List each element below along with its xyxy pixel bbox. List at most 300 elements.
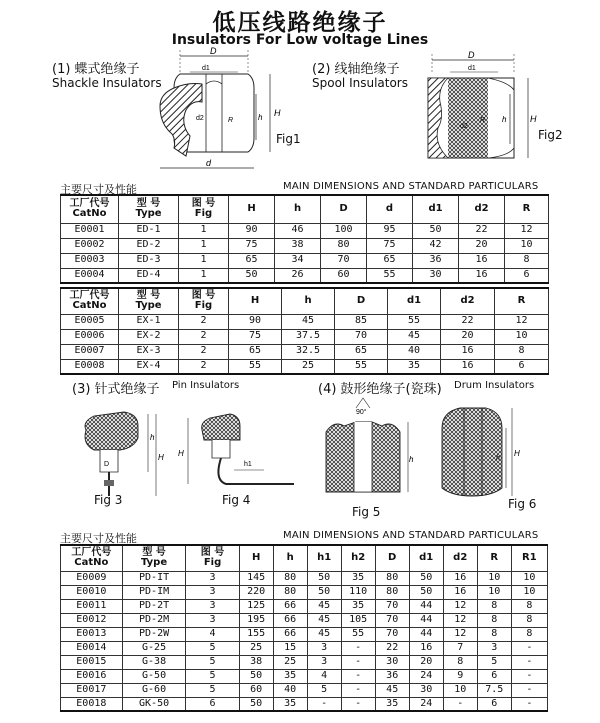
fig4-caption: Fig 4 (222, 493, 251, 507)
column-header: 图 号 Fig (179, 288, 229, 314)
column-header: h1 (307, 545, 341, 571)
table-cell: 1 (179, 238, 229, 253)
column-header: D (335, 288, 388, 314)
column-header: 型 号 Type (119, 288, 179, 314)
table-cell: 20 (441, 329, 495, 344)
table-cell: 30 (375, 655, 409, 669)
table-cell: - (341, 669, 375, 683)
table-cell: 110 (341, 585, 375, 599)
table-cell: 3 (186, 571, 239, 585)
table-cell: 12 (505, 223, 549, 238)
table-cell: 8 (505, 253, 549, 268)
table-cell: E0012 (61, 613, 123, 627)
table-cell: 80 (375, 571, 409, 585)
shackle-heading-cn: (1) 蝶式绝缘子 (52, 62, 140, 77)
table-cell: 8 (477, 613, 511, 627)
table-cell: 8 (511, 627, 547, 641)
table-cell: E0008 (61, 359, 119, 374)
column-header: h (275, 195, 321, 223)
table1-heading-en: MAIN DIMENSIONS AND STANDARD PARTICULARS (283, 181, 539, 192)
table-cell: 65 (335, 344, 388, 359)
table-cell: 60 (321, 268, 367, 283)
table-cell: G-25 (122, 641, 186, 655)
column-header: 图 号 Fig (186, 545, 239, 571)
svg-text:D: D (104, 461, 110, 468)
column-header: h (273, 545, 307, 571)
table-cell: - (307, 697, 341, 711)
table-cell: 220 (239, 585, 273, 599)
table-cell: 38 (239, 655, 273, 669)
table-cell: 45 (307, 627, 341, 641)
table-cell: 8 (511, 613, 547, 627)
table-cell: 10 (511, 571, 547, 585)
table-cell: 125 (239, 599, 273, 613)
table-cell: 35 (388, 359, 441, 374)
table-cell: 50 (239, 697, 273, 711)
table-cell: 32.5 (282, 344, 335, 359)
dim-d2-label: d2 (196, 115, 204, 122)
fig1-caption: Fig1 (276, 132, 301, 146)
table-cell: 22 (375, 641, 409, 655)
table-row (61, 238, 549, 253)
column-header: h (282, 288, 335, 314)
table-cell: - (341, 697, 375, 711)
column-header: 型 号 Type (119, 195, 179, 223)
table-cell: 80 (375, 585, 409, 599)
table-row (61, 359, 549, 374)
table-cell: 5 (186, 655, 239, 669)
table-cell: 12 (443, 599, 477, 613)
table-cell: 6 (186, 697, 239, 711)
spool-H-label: H (530, 114, 537, 124)
table-cell: ED-4 (119, 268, 179, 283)
table-cell: 45 (375, 683, 409, 697)
column-header: 图 号 Fig (179, 195, 229, 223)
spool-d1-label: d1 (468, 65, 476, 72)
fig2-caption: Fig2 (538, 128, 563, 142)
column-header: D (321, 195, 367, 223)
fig6-caption: Fig 6 (508, 497, 537, 511)
table-cell: 70 (335, 329, 388, 344)
column-header: d1 (409, 545, 443, 571)
table-row (61, 571, 548, 585)
spool-heading-cn: (2) 线轴绝缘子 (312, 62, 400, 77)
table-cell: 80 (321, 238, 367, 253)
table-cell: 44 (409, 627, 443, 641)
table-cell: 35 (375, 697, 409, 711)
table-cell: 55 (341, 627, 375, 641)
table-cell: 80 (273, 571, 307, 585)
column-header: d (367, 195, 413, 223)
column-header: 工厂代号 CatNo (61, 195, 119, 223)
page-title-cn: 低压线路绝缘子 (212, 10, 388, 36)
table-cell: 70 (375, 627, 409, 641)
table-row (61, 683, 548, 697)
table-cell: 7.5 (477, 683, 511, 697)
table-cell: EX-1 (119, 314, 179, 329)
table-cell: 60 (239, 683, 273, 697)
table-cell: 85 (335, 314, 388, 329)
table-cell: 70 (321, 253, 367, 268)
table-cell: 3 (477, 641, 511, 655)
table-cell: 105 (341, 613, 375, 627)
table-cell: 12 (443, 613, 477, 627)
table-row (61, 329, 549, 344)
table-cell: 15 (273, 641, 307, 655)
column-header: H (229, 288, 282, 314)
table-cell: ED-1 (119, 223, 179, 238)
drum-insulator-drawing (316, 392, 416, 512)
table-cell: 16 (443, 571, 477, 585)
svg-text:h1: h1 (244, 461, 252, 468)
table-cell: PD-2W (122, 627, 186, 641)
table-cell: - (511, 697, 547, 711)
table-cell: ED-3 (119, 253, 179, 268)
dim-d1-label: d1 (202, 65, 210, 72)
table-cell: E0017 (61, 683, 123, 697)
column-header: R (477, 545, 511, 571)
table1-body (61, 195, 549, 283)
table-cell: - (341, 683, 375, 697)
table-row (61, 314, 549, 329)
table-cell: 16 (443, 585, 477, 599)
table-cell: E0001 (61, 223, 119, 238)
table-cell: 66 (273, 613, 307, 627)
spool-spec-table (60, 287, 549, 375)
table-cell: E0016 (61, 669, 123, 683)
table-cell: 3 (186, 585, 239, 599)
table-cell: 30 (413, 268, 459, 283)
column-header: h2 (341, 545, 375, 571)
table-cell: 26 (275, 268, 321, 283)
table-cell: 50 (409, 585, 443, 599)
table-cell: E0015 (61, 655, 123, 669)
column-header: D (375, 545, 409, 571)
table-cell: E0011 (61, 599, 123, 613)
table-cell: GK-50 (122, 697, 186, 711)
table-cell: 35 (341, 599, 375, 613)
table-cell: 8 (477, 599, 511, 613)
table-cell: E0010 (61, 585, 123, 599)
table-cell: PD-IT (122, 571, 186, 585)
table-cell: 4 (186, 627, 239, 641)
table-cell: 75 (229, 329, 282, 344)
column-header: d2 (459, 195, 505, 223)
table-cell: 50 (413, 223, 459, 238)
table3-heading-cn: 主要尺寸及性能 (60, 532, 137, 545)
shackle-insulator-drawing (150, 44, 300, 174)
table-row (61, 641, 548, 655)
table-cell: 12 (495, 314, 549, 329)
table2-body (61, 288, 549, 374)
column-header: 工厂代号 CatNo (61, 288, 119, 314)
table-row (61, 599, 548, 613)
table-cell: 70 (375, 599, 409, 613)
table-cell: - (511, 655, 547, 669)
column-header: R (495, 288, 549, 314)
table-cell: 2 (179, 344, 229, 359)
table-cell: 195 (239, 613, 273, 627)
table-cell: EX-3 (119, 344, 179, 359)
table-cell: 3 (186, 613, 239, 627)
table-cell: 3 (186, 599, 239, 613)
table-cell: - (341, 655, 375, 669)
table-cell: 30 (409, 683, 443, 697)
spool-d2-label: d2 (460, 123, 468, 130)
table-row (61, 669, 548, 683)
table-cell: 42 (413, 238, 459, 253)
svg-text:h: h (409, 455, 414, 464)
table-cell: 1 (179, 268, 229, 283)
table-cell: 34 (275, 253, 321, 268)
table-cell: 1 (179, 223, 229, 238)
table-cell: 38 (275, 238, 321, 253)
table-cell: 155 (239, 627, 273, 641)
table-cell: 10 (505, 238, 549, 253)
table-cell: 37.5 (282, 329, 335, 344)
table-cell: 25 (239, 641, 273, 655)
table-row (61, 268, 549, 283)
table-cell: 16 (441, 344, 495, 359)
table-cell: 65 (229, 253, 275, 268)
table-cell: 8 (477, 627, 511, 641)
table-cell: 66 (273, 627, 307, 641)
table-cell: 5 (186, 683, 239, 697)
table-cell: 5 (186, 669, 239, 683)
table-cell: 55 (367, 268, 413, 283)
table-cell: 50 (409, 571, 443, 585)
table-cell: 46 (275, 223, 321, 238)
table-cell: 12 (443, 627, 477, 641)
dim-D-label: D (210, 46, 217, 56)
table-cell: 145 (239, 571, 273, 585)
table-cell: E0005 (61, 314, 119, 329)
shackle-spec-table (60, 194, 549, 284)
table-cell: 8 (495, 344, 549, 359)
table-cell: 24 (409, 697, 443, 711)
svg-text:h: h (150, 433, 155, 442)
table-cell: 35 (273, 669, 307, 683)
pin-insulator-drawing (64, 400, 164, 505)
fig3-caption: Fig 3 (94, 493, 123, 507)
table-cell: 10 (495, 329, 549, 344)
spool-insulator-drawing (418, 48, 543, 173)
shackle-heading-en: Shackle Insulators (52, 76, 162, 90)
table-row (61, 627, 548, 641)
table-cell: E0002 (61, 238, 119, 253)
table-cell: 50 (229, 268, 275, 283)
table-cell: E0014 (61, 641, 123, 655)
table-cell: 24 (409, 669, 443, 683)
table-row (61, 223, 549, 238)
table-cell: 75 (229, 238, 275, 253)
table-cell: 10 (511, 585, 547, 599)
table-cell: - (511, 683, 547, 697)
spool-heading-en: Spool Insulators (312, 76, 408, 90)
table-cell: - (511, 641, 547, 655)
table-cell: 10 (477, 585, 511, 599)
table-cell: 40 (273, 683, 307, 697)
table-cell: 55 (388, 314, 441, 329)
table-cell: PD-IM (122, 585, 186, 599)
table-cell: 90 (229, 314, 282, 329)
column-header: d1 (413, 195, 459, 223)
table-cell: 50 (307, 571, 341, 585)
table-cell: 55 (229, 359, 282, 374)
table-header-row (61, 195, 549, 223)
column-header: R (505, 195, 549, 223)
column-header: 型 号 Type (122, 545, 186, 571)
table-cell: E0007 (61, 344, 119, 359)
table-cell: 7 (443, 641, 477, 655)
table-cell: 80 (273, 585, 307, 599)
table-cell: 20 (409, 655, 443, 669)
table-cell: 16 (459, 268, 505, 283)
table-cell: 22 (441, 314, 495, 329)
pin-heading-cn: (3) 针式绝缘子 (72, 382, 160, 397)
table-cell: G-50 (122, 669, 186, 683)
drum-insulator-fig6-drawing (430, 398, 525, 508)
table-row (61, 613, 548, 627)
table-cell: 6 (477, 697, 511, 711)
table-cell: 65 (367, 253, 413, 268)
table-cell: 4 (307, 669, 341, 683)
table-cell: 16 (441, 359, 495, 374)
table-cell: EX-2 (119, 329, 179, 344)
table-cell: 25 (273, 655, 307, 669)
table-cell: 45 (307, 599, 341, 613)
pin-heading-en: Pin Insulators (172, 380, 240, 391)
table-cell: E0009 (61, 571, 123, 585)
column-header: R1 (511, 545, 547, 571)
table-cell: 55 (335, 359, 388, 374)
spool-D-label: D (468, 50, 475, 60)
table-cell: E0018 (61, 697, 123, 711)
table-cell: PD-2T (122, 599, 186, 613)
table-cell: 35 (273, 697, 307, 711)
table-cell: 22 (459, 223, 505, 238)
table-cell: 3 (307, 641, 341, 655)
table-cell: 44 (409, 599, 443, 613)
svg-text:H: H (158, 453, 164, 462)
table-row (61, 697, 548, 711)
table-cell: 40 (388, 344, 441, 359)
table-cell: 10 (443, 683, 477, 697)
dim-H-label: H (274, 108, 281, 118)
pin-insulator-bent-drawing (174, 400, 304, 505)
table-cell: 8 (443, 655, 477, 669)
table-cell: 16 (459, 253, 505, 268)
table-cell: 25 (282, 359, 335, 374)
pin-drum-spec-table (60, 544, 548, 712)
table-cell: 66 (273, 599, 307, 613)
svg-text:H: H (178, 449, 184, 458)
table-cell: 9 (443, 669, 477, 683)
table-cell: 6 (477, 669, 511, 683)
column-header: d1 (388, 288, 441, 314)
table-cell: 44 (409, 613, 443, 627)
table-cell: 2 (179, 329, 229, 344)
table-cell: 45 (388, 329, 441, 344)
spool-h-label: h (502, 115, 507, 124)
table-cell: E0003 (61, 253, 119, 268)
table-cell: 36 (375, 669, 409, 683)
table-cell: 10 (477, 571, 511, 585)
table1-heading-cn: 主要尺寸及性能 (60, 183, 137, 196)
table-cell: 2 (179, 314, 229, 329)
table-header-row (61, 545, 548, 571)
table-row (61, 344, 549, 359)
table-cell: E0006 (61, 329, 119, 344)
table-row (61, 655, 548, 669)
spool-R-label: R (480, 117, 486, 124)
table-cell: E0004 (61, 268, 119, 283)
table-cell: 100 (321, 223, 367, 238)
table-cell: 45 (282, 314, 335, 329)
table-cell: 5 (477, 655, 511, 669)
table-cell: 20 (459, 238, 505, 253)
table-cell: PD-2M (122, 613, 186, 627)
table-cell: 50 (239, 669, 273, 683)
drum-heading-cn: (4) 鼓形绝缘子(瓷珠) (318, 382, 442, 397)
column-header: 工厂代号 CatNo (61, 545, 123, 571)
table-row (61, 253, 549, 268)
table-cell: 65 (229, 344, 282, 359)
table3-body (61, 545, 548, 711)
table-cell: - (511, 669, 547, 683)
table-cell: 36 (413, 253, 459, 268)
table-cell: G-60 (122, 683, 186, 697)
table-cell: 8 (511, 599, 547, 613)
table-cell: 16 (409, 641, 443, 655)
table-cell: 6 (495, 359, 549, 374)
table3-heading-en: MAIN DIMENSIONS AND STANDARD PARTICULARS (283, 530, 539, 541)
fig5-caption: Fig 5 (352, 505, 381, 519)
column-header: H (239, 545, 273, 571)
column-header: H (229, 195, 275, 223)
table-cell: 5 (186, 641, 239, 655)
table-header-row (61, 288, 549, 314)
table-cell: 3 (307, 655, 341, 669)
dim-R-label: R (228, 117, 234, 124)
dim-d-label: d (206, 158, 212, 168)
table-cell: 95 (367, 223, 413, 238)
page-title-en: Insulators For Low voltage Lines (171, 32, 429, 48)
table-cell: 90 (229, 223, 275, 238)
svg-text:90°: 90° (356, 409, 367, 416)
table-cell: ED-2 (119, 238, 179, 253)
table-cell: - (443, 697, 477, 711)
dim-h-label: h (258, 113, 263, 122)
table-cell: EX-4 (119, 359, 179, 374)
svg-text:H: H (514, 449, 520, 458)
drum-heading-en: Drum Insulators (454, 380, 535, 391)
table-cell: 5 (307, 683, 341, 697)
table-cell: 1 (179, 253, 229, 268)
table-cell: - (341, 641, 375, 655)
table-cell: 50 (307, 585, 341, 599)
svg-text:h: h (496, 455, 500, 462)
table-cell: 70 (375, 613, 409, 627)
table-cell: 2 (179, 359, 229, 374)
table-cell: 75 (367, 238, 413, 253)
table-cell: 45 (307, 613, 341, 627)
table-row (61, 585, 548, 599)
table-cell: 35 (341, 571, 375, 585)
column-header: d2 (441, 288, 495, 314)
table-cell: 6 (505, 268, 549, 283)
table-cell: E0013 (61, 627, 123, 641)
